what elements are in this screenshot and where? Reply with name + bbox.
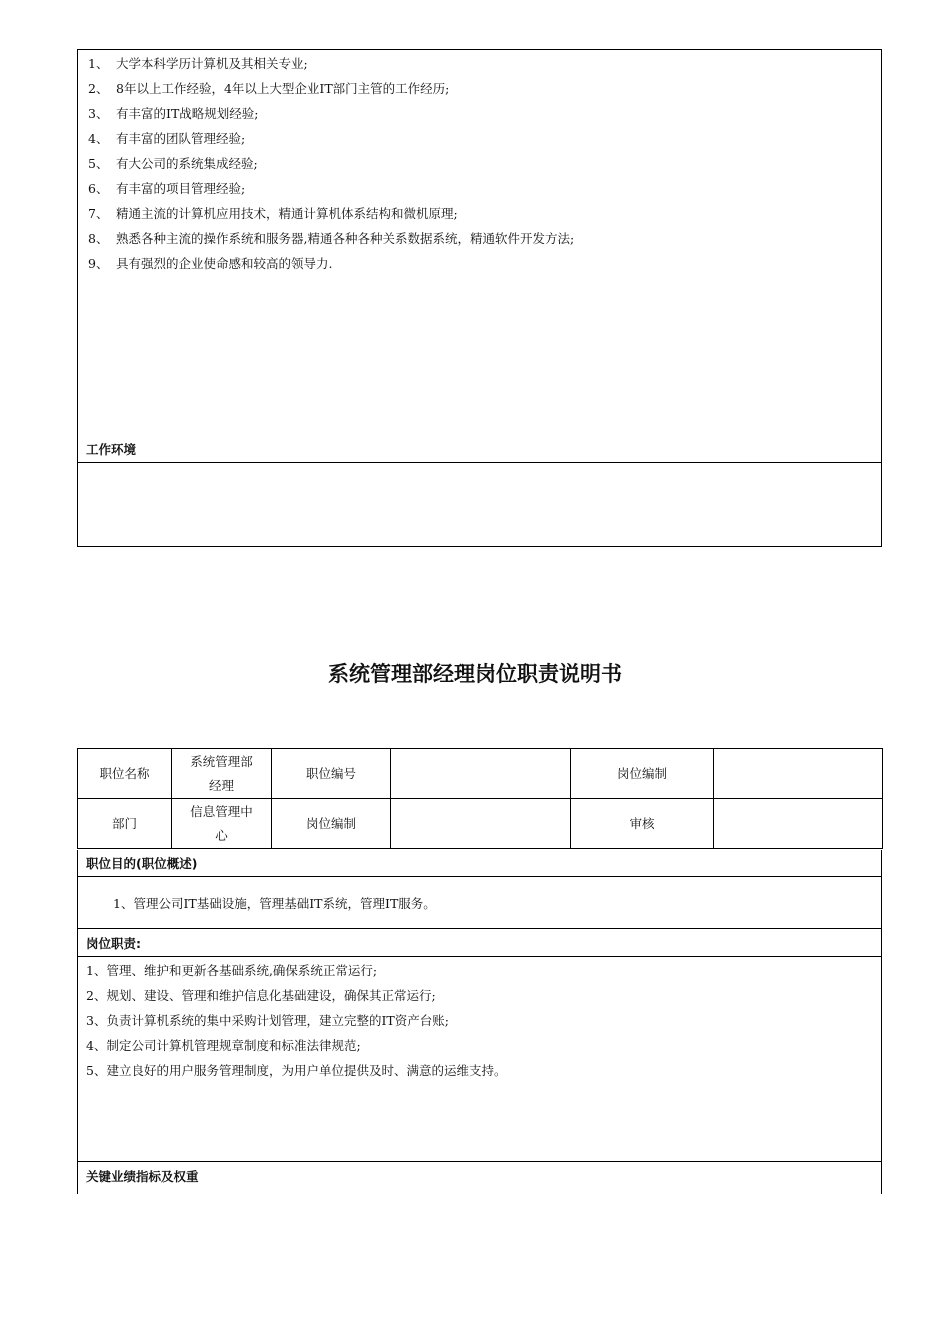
value-department: 信息管理中 心 <box>172 799 272 849</box>
value-review <box>714 799 883 849</box>
requirement-item: 3、 有丰富的IT战略规划经验; <box>88 106 259 121</box>
table-row <box>78 799 883 849</box>
purpose-bottom <box>77 928 882 929</box>
left-border <box>77 850 78 1194</box>
label-review: 审核 <box>571 799 714 849</box>
work-env-heading: 工作环境 <box>86 442 137 457</box>
duties-divider <box>77 956 882 957</box>
label-department: 部门 <box>78 799 172 849</box>
label-position-code: 职位编号 <box>272 749 391 799</box>
table-row <box>78 749 883 799</box>
purpose-text: 1、管理公司IT基础设施，管理基础IT系统，管理IT服务。 <box>113 896 436 911</box>
duty-item: 3、负责计算机系统的集中采购计划管理，建立完整的IT资产台账; <box>86 1013 449 1028</box>
page-title: 系统管理部经理岗位职责说明书 <box>328 662 622 686</box>
requirements-box <box>77 49 882 547</box>
duties-bottom <box>77 1161 882 1162</box>
duty-item: 4、制定公司计算机管理规章制度和标准法律规范; <box>86 1038 361 1053</box>
requirement-item: 1、 大学本科学历计算机及其相关专业; <box>88 56 308 71</box>
value-headcount <box>714 749 883 799</box>
requirement-item: 4、 有丰富的团队管理经验; <box>88 131 246 146</box>
purpose-heading: 职位目的(职位概述) <box>86 856 198 871</box>
duty-item: 1、管理、维护和更新各基础系统,确保系统正常运行; <box>86 963 378 978</box>
requirement-item: 8、 熟悉各种主流的操作系统和服务器,精通各种各种关系数据系统，精通软件开发方法; <box>88 231 575 246</box>
duty-item: 2、规划、建设、管理和维护信息化基础建设，确保其正常运行; <box>86 988 436 1003</box>
requirement-item: 5、 有大公司的系统集成经验; <box>88 156 258 171</box>
kpi-heading: 关键业绩指标及权重 <box>86 1169 199 1184</box>
purpose-divider <box>77 876 882 877</box>
label-headcount-2: 岗位编制 <box>272 799 391 849</box>
requirement-item: 2、 8年以上工作经验，4年以上大型企业IT部门主管的工作经历; <box>88 81 450 96</box>
requirements-divider <box>77 462 882 463</box>
duty-item: 5、建立良好的用户服务管理制度，为用户单位提供及时、满意的运维支持。 <box>86 1063 507 1078</box>
value-position-name: 系统管理部 经理 <box>172 749 272 799</box>
value-position-code <box>391 749 571 799</box>
requirement-item: 9、 具有强烈的企业使命感和较高的领导力. <box>88 256 333 271</box>
right-border <box>881 850 882 1194</box>
duties-heading: 岗位职责: <box>86 936 141 951</box>
value-headcount-2 <box>391 799 571 849</box>
requirement-item: 6、 有丰富的项目管理经验; <box>88 181 246 196</box>
label-headcount: 岗位编制 <box>571 749 714 799</box>
info-table <box>77 748 883 849</box>
label-position-name: 职位名称 <box>78 749 172 799</box>
requirement-item: 7、 精通主流的计算机应用技术，精通计算机体系结构和微机原理; <box>88 206 458 221</box>
